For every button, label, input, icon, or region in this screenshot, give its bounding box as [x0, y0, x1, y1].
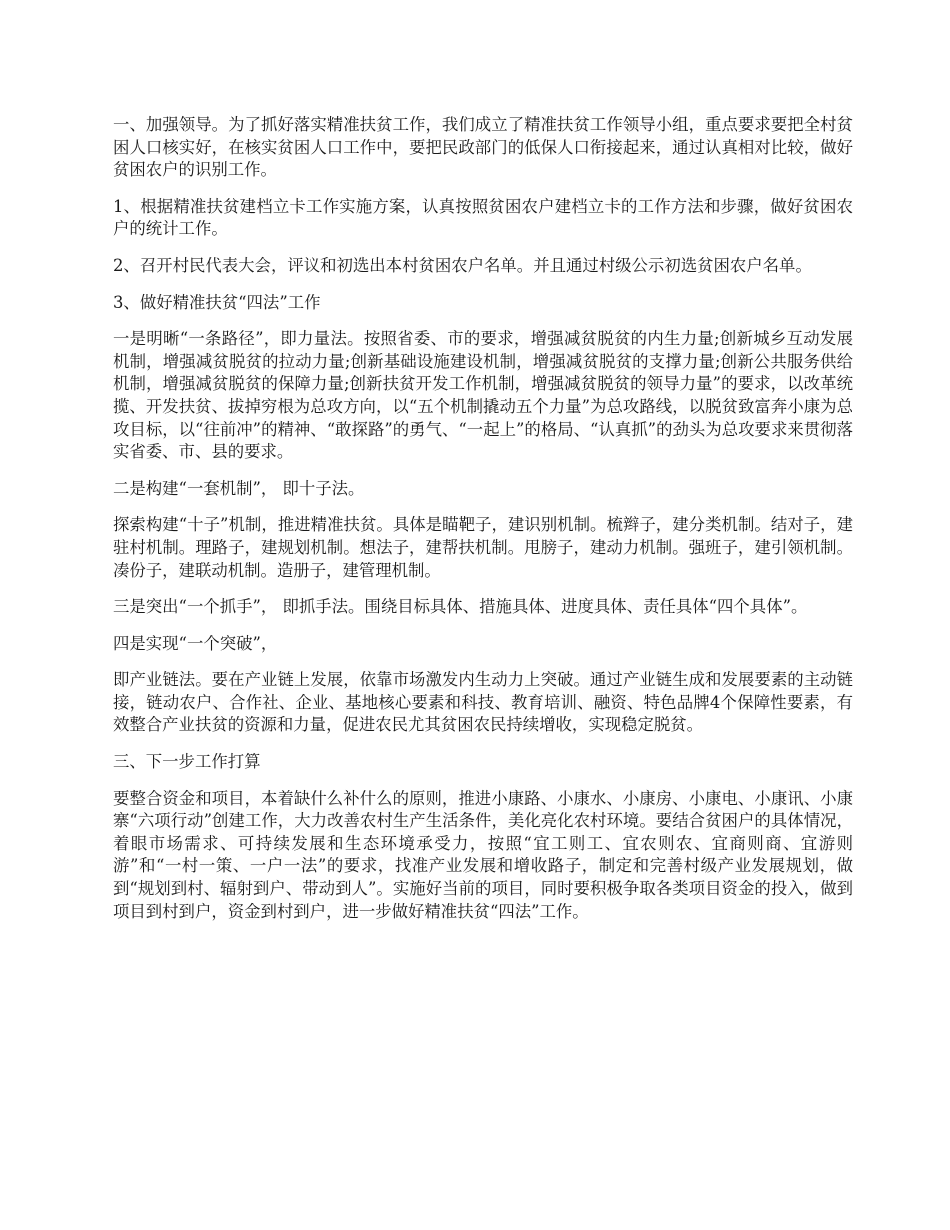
paragraph-item-3-heading: 3、做好精准扶贫“四法”工作	[113, 292, 321, 312]
paragraph-item-2: 2、召开村民代表大会，评议和初选出本村贫困农户名单。并且通过村级公示初选贫困农户名单。	[113, 255, 812, 275]
paragraph-ten-zi-method: 探索构建“十子”机制，推进精准扶贫。具体是瞄靶子，建识别机制。梳辫子，建分类机制。结对子，建驻村机制。理路子，建规划机制。想法子，建帮扶机制。甩膀子，建动力机制。强班子，建引领机制。凑份子，建联动机制。造册子，建管理机制。	[113, 515, 853, 580]
paragraph-strengthen-leadership: 一、加强领导。为了抓好落实精准扶贫工作，我们成立了精准扶贫工作领导小组，重点要求要把全村贫困人口核实好，在核实贫困人口工作中，要把民政部门的低保人口衔接起来，通过认真相对比较，做好贫困农户的识别工作。	[113, 115, 853, 180]
document-page	[113, 114, 853, 937]
paragraph-industry-chain-method: 即产业链法。要在产业链上发展，依靠市场激发内生动力上突破。通过产业链生成和发展要素的主动链接，链动农户、合作社、企业、基地核心要素和科技、教育培训、融资、特色品牌4个保障性要素，有效整合产业扶贫的资源和力量，促进农民尤其贫困农民持续增收，实现稳定脱贫。	[113, 670, 853, 735]
paragraph-mechanism-heading: 二是构建“一套机制”， 即十子法。	[113, 478, 365, 498]
paragraph-next-steps-body: 要整合资金和项目，本着缺什么补什么的原则，推进小康路、小康水、小康房、小康电、小康讯、小康寨“六项行动”创建工作，大力改善农村生产生活条件，美化亮化农村环境。要结合贫困户的具体情况，着眼市场需求、可持续发展和生态环境承受力，按照“宜工则工、宜农则农、宜商则商、宜游则游”和“一村一策、一户一法”的要求，找准产业发展和增收路子，制定和完善村级产业发展规划，做到“规划到村、辐射到户、带动到人”。实施好当前的项目，同时要积极争取各类项目资金的投入，做到项目到村到户，资金到村到户，进一步做好精准扶贫“四法”工作。	[113, 788, 853, 921]
paragraph-grip-method: 三是突出“一个抓手”， 即抓手法。围绕目标具体、措施具体、进度具体、责任具体“四个具体”。	[113, 597, 808, 617]
paragraph-item-1: 1、根据精准扶贫建档立卡工作实施方案，认真按照贫困农户建档立卡的工作方法和步骤，做好贫困农户的统计工作。	[113, 196, 853, 239]
paragraph-next-steps-heading: 三、下一步工作打算	[113, 752, 261, 772]
paragraph-breakthrough-heading: 四是实现“一个突破”，	[113, 633, 278, 653]
paragraph-path-method: 一是明晰“一条路径”，即力量法。按照省委、市的要求，增强减贫脱贫的内生力量;创新城乡互动发展机制，增强减贫脱贫的拉动力量;创新基础设施建设机制，增强减贫脱贫的支撑力量;创新公共服务供给机制，增强减贫脱贫的保障力量;创新扶贫开发工作机制，增强减贫脱贫的领导力量”的要求，以改革统揽、开发扶贫、拔掉穷根为总攻方向，以“五个机制撬动五个力量”为总攻路线，以脱贫致富奔小康为总攻目标，以“往前冲”的精神、“敢探路”的勇气、“一起上”的格局、“认真抓”的劲头为总攻要求来贯彻落实省委、市、县的要求。	[113, 329, 853, 462]
